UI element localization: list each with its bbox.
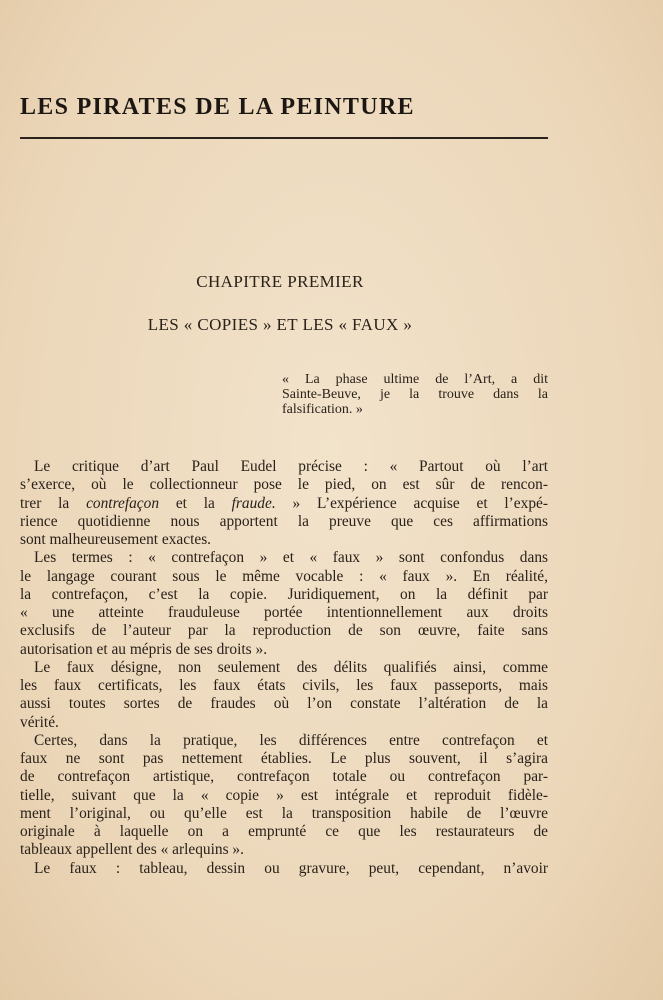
body-text-run: » L’expérience acquise et l’expé- (275, 494, 548, 512)
body-line: les faux certificats, les faux états civils, les faux passeports, mais (20, 677, 548, 694)
body-line: vérité. (20, 713, 59, 731)
body-line: Les termes : « contrefaçon » et « faux » sont confondus dans (34, 549, 548, 567)
body-line-with-italics (20, 495, 548, 513)
body-line: Le critique d’art Paul Eudel précise : « Partout où l’art (34, 458, 548, 475)
body-line: aussi toutes sortes de fraudes où l’on constate l’altération de la (20, 695, 548, 713)
body-line: « une atteinte frauduleuse portée intentionnellement aux droits (20, 604, 548, 621)
body-line: Certes, dans la pratique, les différences entre contrefaçon et (34, 731, 548, 749)
epigraph (282, 372, 548, 417)
italic-term-contrefacon: contrefaçon (86, 494, 160, 512)
body-line: autorisation et au mépris de ses droits ». (20, 640, 268, 658)
body-text-run: et la (159, 494, 232, 512)
epigraph-line: Sainte-Beuve, je la trouve dans la (282, 387, 548, 402)
body-line: Le faux : tableau, dessin ou gravure, peut, cependant, n’avoir (34, 859, 548, 877)
body-text (20, 458, 548, 878)
chapter-subtitle: LES « COPIES » ET LES « FAUX » (147, 315, 413, 334)
body-line: tableaux appellent des « arlequins ». (20, 841, 244, 859)
body-text-run: trer la (20, 494, 87, 512)
body-line: de contrefaçon artistique, contrefaçon totale ou contrefaçon par- (20, 768, 548, 786)
chapter-title: CHAPITRE PREMIER (196, 272, 364, 291)
italic-term-fraude: fraude. (231, 494, 276, 512)
body-line: ment l’original, ou qu’elle est la transposition habile de l’œuvre (20, 804, 548, 822)
body-line: s’exerce, où le collectionneur pose le pied, on est sûr de rencon- (20, 476, 548, 494)
epigraph-line: falsification. » (282, 402, 363, 417)
header-rule (20, 137, 548, 139)
body-line: faux ne sont pas nettement établies. Le plus souvent, il s’agira (20, 750, 548, 767)
body-line: rience quotidienne nous apportent la preuve que ces affirmations (20, 512, 548, 530)
epigraph-line: « La phase ultime de l’Art, a dit (282, 372, 548, 387)
body-line: la contrefaçon, c’est la copie. Juridiquement, on la définit par (20, 585, 548, 603)
body-line: sont malheureusement exactes. (20, 531, 212, 548)
body-line: exclusifs de l’auteur par la reproduction de son œuvre, faite sans (20, 622, 548, 640)
body-line: originale à laquelle on a emprunté ce que les restaurateurs de (20, 823, 548, 840)
body-line: le langage courant sous le même vocable : « faux ». En réalité, (20, 567, 548, 585)
body-line: tielle, suivant que la « copie » est intégrale et reproduit fidèle- (20, 786, 548, 804)
running-head: LES PIRATES DE LA PEINTURE (20, 94, 415, 120)
body-line: Le faux désigne, non seulement des délits qualifiés ainsi, comme (34, 658, 548, 676)
